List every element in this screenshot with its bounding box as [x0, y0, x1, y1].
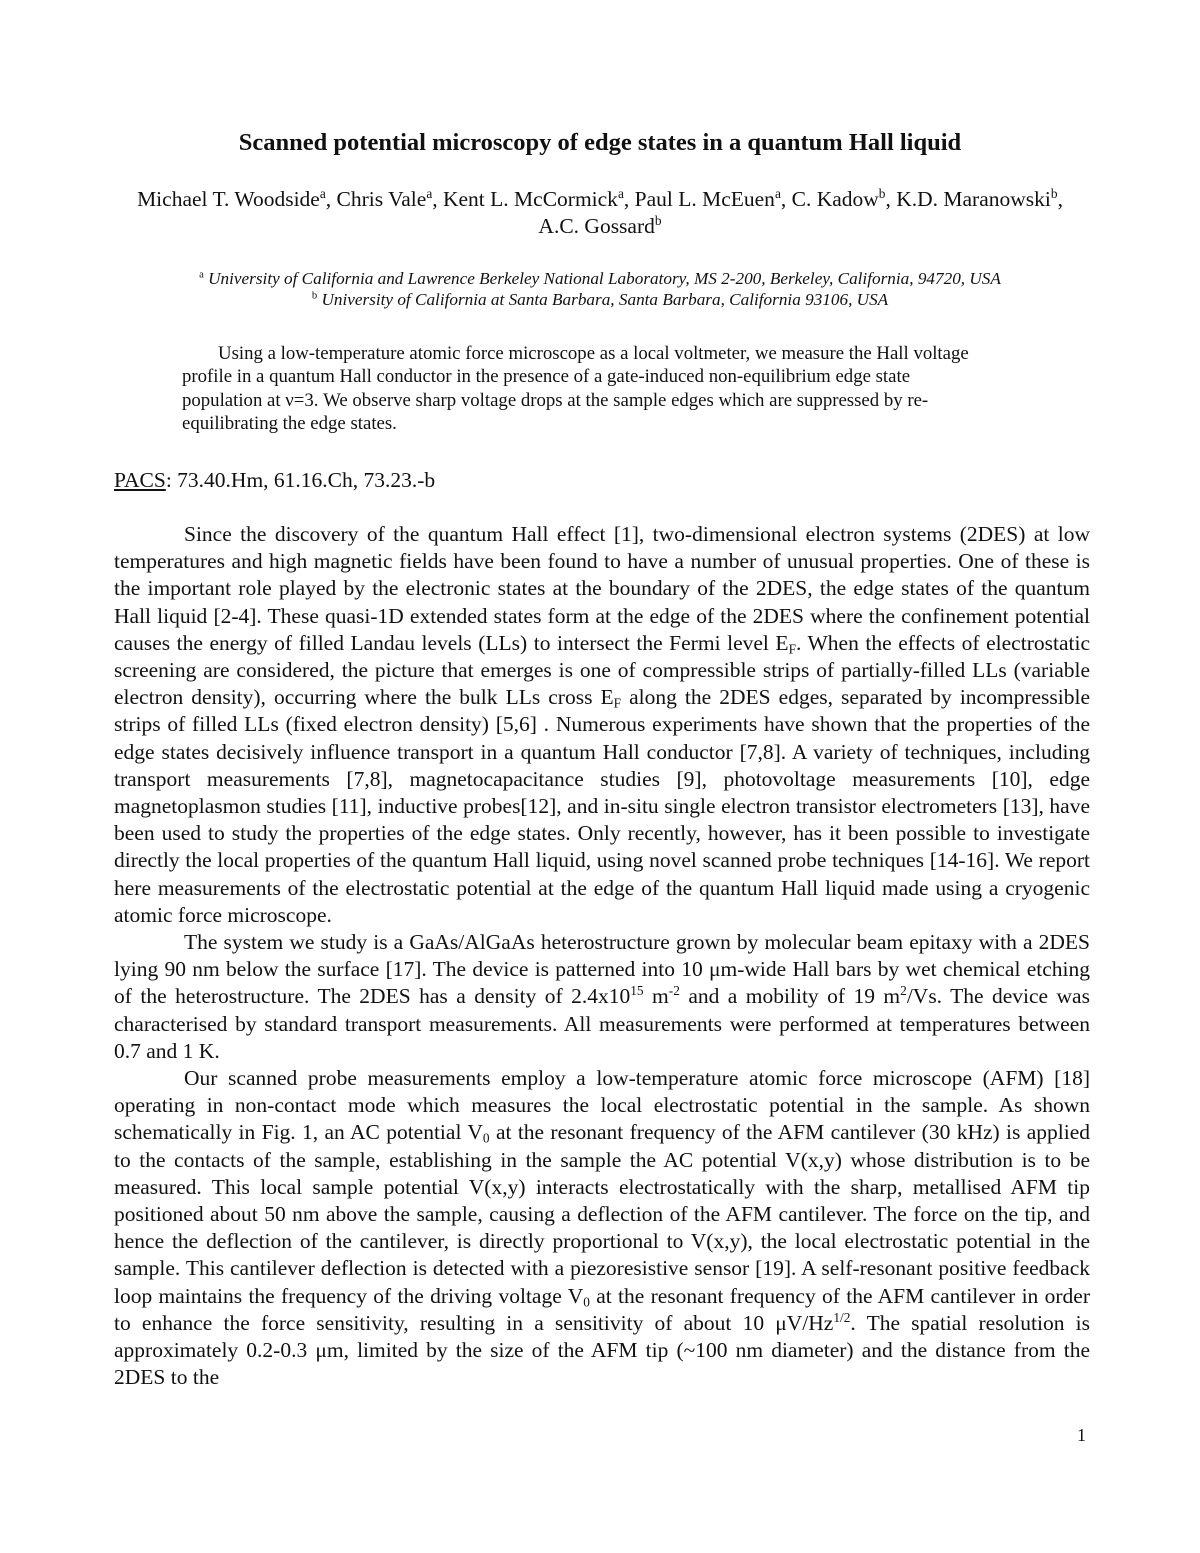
- affiliation-marker: b: [878, 186, 886, 202]
- superscript: -2: [668, 983, 680, 999]
- superscript: 2: [900, 983, 907, 999]
- affiliation-marker: a: [319, 186, 326, 202]
- superscript: 15: [630, 983, 644, 999]
- page-number: 1: [1077, 1425, 1086, 1445]
- author-name: [792, 187, 897, 211]
- paper-title: Scanned potential microscopy of edge states in a quantum Hall liquid: [238, 129, 962, 156]
- affiliations: [100, 268, 1100, 310]
- author-name-text: Kent L. McCormick: [442, 187, 618, 211]
- subscript: F: [613, 695, 622, 711]
- author-name-text: C. Kadow: [791, 187, 879, 211]
- author-separator: ,: [1057, 187, 1063, 211]
- affiliation-marker: a: [774, 186, 781, 202]
- affiliation-marker: b: [1050, 186, 1058, 202]
- body-text-run: along the 2DES edges, separated by incompressible strips of filled LLs (fixed electron density) [5,6] . Numerous experiments have shown that the properties of the edge states decisively influence transport in a quantum Hall conductor [7,8]. A variety of techniques, including transport measurements [7,8], magnetocapacitance studies [9], photovoltage measurements [10], edge magnetoplasmon studies [11], inductive probes[12], and in-situ single electron transistor electrometers [13], have been used to study the properties of the edge states. Only recently, however, has it been possible to investigate directly the local properties of the quantum Hall liquid, using novel scanned probe techniques [14-16]. We report here measurements of the electrostatic potential at the edge of the quantum Hall liquid made using a cryogenic atomic force microscope.: [114, 685, 1090, 927]
- author-name-text: A.C. Gossard: [538, 214, 655, 238]
- body-text-run: Since the discovery of the quantum Hall effect [1], two-dimensional electron systems (2DES) at low temperatures and high magnetic fields have been found to have a number of unusual properties. One of these is the important role played by the electronic states at the boundary of the 2DES, the edge states of the quantum Hall liquid [2-4]. These quasi-1D extended states form at the edge of the 2DES where the confinement potential causes the energy of filled Landau levels (LLs) to intersect the Fermi level E: [114, 522, 1090, 655]
- body-text-run: and a mobility of 19 m: [679, 984, 901, 1009]
- body-text-run: at the resonant frequency of the AFM cantilever in order to enhance the force sensitivity, resulting in a sensitivity of about 10 μV/Hz: [114, 1283, 1090, 1335]
- subscript: F: [788, 641, 796, 657]
- author-name: [538, 214, 661, 238]
- author-separator: ,: [325, 187, 337, 211]
- author-name: [635, 187, 792, 211]
- author-name: [896, 187, 1063, 211]
- author-name-text: Michael T. Woodside: [137, 187, 320, 211]
- author-separator: ,: [885, 187, 897, 211]
- body-text-run: The system we study is a GaAs/AlGaAs heterostructure grown by molecular beam epitaxy with a 2DES lying 90 nm below the surface [17]. The device is patterned into 10 μm-wide Hall bars by wet chemical etching of the heterostructure. The 2DES has a density of 2.4x10: [114, 930, 1090, 1009]
- author-name: [337, 187, 443, 211]
- body-text-run: m: [643, 984, 669, 1009]
- affiliation-line: [100, 289, 1100, 310]
- body-paragraph: [114, 1065, 1090, 1391]
- body-text-run: . The spatial resolution is approximately 0.2-0.3 μm, limited by the size of the AFM tip (~100 nm diameter) and the distance from the 2DES to the: [114, 1310, 1091, 1390]
- pacs-label: PACS: [114, 468, 166, 492]
- body-text-run: . When the effects of electrostatic screening are considered, the picture that emerges is one of compressible strips of partially-filled LLs (variable electron density), occurring where the bulk LLs cross E: [114, 630, 1090, 710]
- abstract: [182, 342, 982, 436]
- author-name-text: K.D. Maranowski: [896, 187, 1051, 211]
- author-list: [130, 186, 1070, 240]
- affiliation-text: University of California and Lawrence Berkeley National Laboratory, MS 2-200, Berkeley, California, 94720, USA: [203, 269, 1001, 288]
- author-name-text: Paul L. McEuen: [634, 187, 775, 211]
- affiliation-marker: a: [617, 186, 624, 202]
- body-text-run: /Vs. The device was characterised by standard transport measurements. All measurements were performed at temperatures between 0.7 and 1 K.: [114, 984, 1090, 1063]
- affiliation-mark: a: [199, 269, 204, 281]
- author-name: [137, 187, 336, 211]
- author-separator: ,: [432, 187, 443, 211]
- body-text-run: Our scanned probe measurements employ a low-temperature atomic force microscope (AFM) [18] operating in non-contact mode which measures the local electrostatic potential in the sample. As shown schematically in Fig. 1, an AC potential V: [114, 1066, 1090, 1145]
- pacs-line: [114, 467, 435, 494]
- affiliation-line: [100, 268, 1100, 289]
- affiliation-marker: a: [426, 186, 433, 202]
- affiliation-mark: b: [311, 290, 318, 302]
- subscript: 0: [583, 1294, 590, 1310]
- affiliation-marker: b: [654, 213, 662, 229]
- author-separator: ,: [780, 187, 792, 211]
- body-text-run: at the resonant frequency of the AFM cantilever (30 kHz) is applied to the contacts of the sample, establishing in the sample the AC potential V(x,y) whose distribution is to be measured. This local sample potential V(x,y) interacts electrostatically with the sharp, metallised AFM tip positioned about 50 nm above the sample, causing a deflection of the AFM cantilever. The force on the tip, and hence the deflection of the cantilever, is directly proportional to V(x,y), the local electrostatic potential in the sample. This cantilever deflection is detected with a piezoresistive sensor [19]. A self-resonant positive feedback loop maintains the frequency of the driving voltage V: [114, 1120, 1090, 1308]
- body-text: [114, 521, 1090, 1392]
- affiliation-text: University of California at Santa Barbara, Santa Barbara, California 93106, USA: [317, 290, 889, 309]
- author-separator: ,: [623, 187, 635, 211]
- subscript: 0: [482, 1130, 490, 1146]
- pacs-codes: : 73.40.Hm, 61.16.Ch, 73.23.-b: [165, 468, 436, 492]
- body-paragraph: [114, 929, 1090, 1065]
- author-name: [443, 187, 635, 211]
- abstract-text: Using a low-temperature atomic force microscope as a local voltmeter, we measure the Hall voltage profile in a quantum Hall conductor in the presence of a gate-induced non-equilibrium edge state population at ν=3. We observe sharp voltage drops at the sample edges which are suppressed by re-equilibrating the edge states.: [182, 343, 969, 435]
- author-name-text: Chris Vale: [336, 187, 427, 211]
- body-paragraph: [114, 521, 1090, 929]
- superscript: 1/2: [833, 1309, 851, 1325]
